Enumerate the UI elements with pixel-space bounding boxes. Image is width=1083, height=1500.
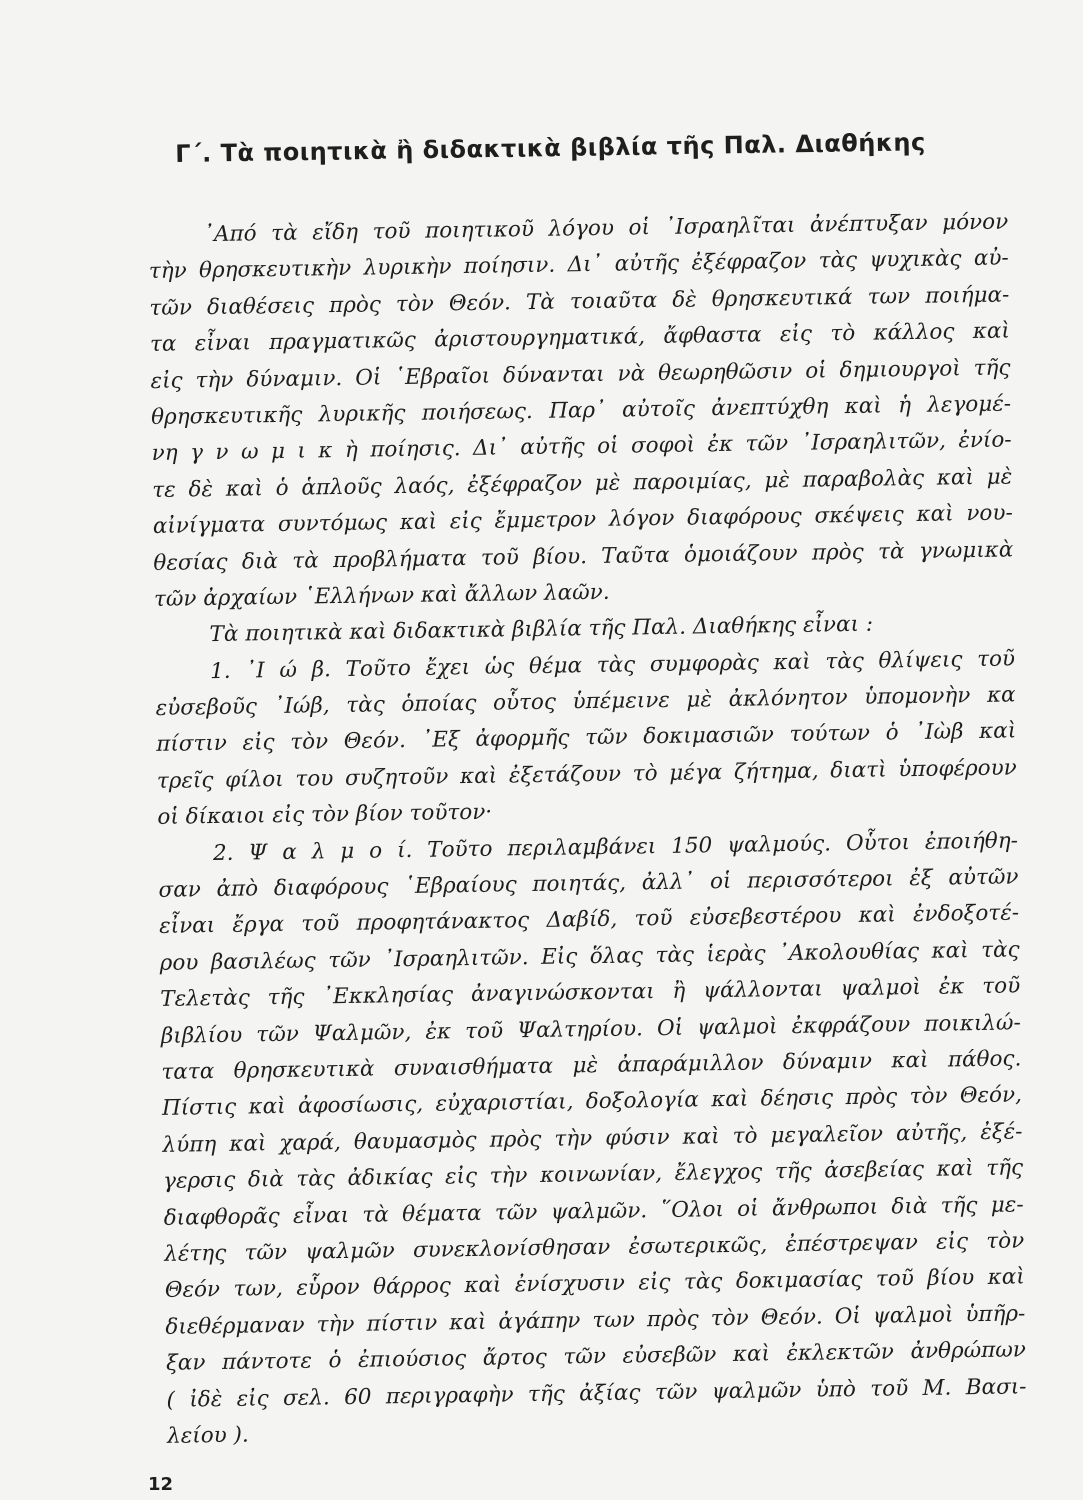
text-line: Θεόν των, εὗρον θάρρος καὶ ἐνίσχυσιν εἰς τὰς δοκιμασίας τοῦ βίου καὶ — [164, 1264, 1025, 1304]
text-line: πίστιν εἰς τὸν Θεόν. ᾽Εξ ἀφορμῆς τῶν δοκιμασιῶν τούτων ὁ ᾽Ιὼβ καὶ — [156, 718, 1017, 758]
text-line: ρου βασιλέως τῶν ᾽Ισραηλιτῶν. Εἰς ὅλας τὰς ἱερὰς ᾽Ακολουθίας καὶ τὰς — [159, 937, 1020, 976]
text-line: θεσίας διὰ τὰ προβλήματα τοῦ βίου. Ταῦτα ὁμοιάζουν πρὸς τὰ γνωμικὰ — [153, 536, 1014, 576]
text-line: τρεῖς φίλοι του συζητοῦν καὶ ἐξετάζουν τὸ μέγα ζήτημα, διατὶ ὑποφέρουν — [156, 755, 1017, 794]
text-line: εὐσεβοῦς ᾽Ιώβ, τὰς ὁποίας οὗτος ὑπέμεινε μὲ ἀκλόνητον ὑπομονὴν κα — [155, 682, 1016, 722]
text-line: βιβλίου τῶν Ψαλμῶν, ἐκ τοῦ Ψαλτηρίου. Οἱ ψαλμοὶ ἐκφράζουν ποικιλώ- — [160, 1009, 1021, 1049]
text-line: τὴν θρησκευτικὴν λυρικὴν ποίησιν. Δι᾽ αὐτῆς ἐξέφραζον τὰς ψυχικὰς αὐ- — [148, 245, 1009, 285]
page-number: 12 — [148, 1474, 174, 1495]
body-text — [148, 204, 1027, 1455]
text-line: λύπη καὶ χαρά, θαυμασμὸς πρὸς τὴν φύσιν καὶ τὸ μεγαλεῖον αὐτῆς, ἐξέ- — [162, 1119, 1023, 1158]
text-line: διεθέρμαναν τὴν πίστιν καὶ ἀγάπην των πρὸς τὸν Θεόν. Οἱ ψαλμοὶ ὑπῆρ- — [165, 1301, 1026, 1340]
section-heading: Γ΄. Τὰ ποιητικὰ ἢ διδακτικὰ βιβλία τῆς Παλ. Διαθήκης — [175, 128, 926, 168]
text-line: οἱ δίκαιοι εἰς τὸν βίον τοῦτον· — [157, 799, 493, 831]
text-line: τατα θρησκευτικὰ συναισθήματα μὲ ἀπαράμιλλον δύναμιν καὶ πάθος. — [161, 1046, 1022, 1085]
text-line: γερσις διὰ τὰς ἀδικίας εἰς τὴν κοινωνίαν, ἔλεγχος τῆς ἀσεβείας καὶ τῆς — [162, 1155, 1024, 1195]
text-line: Τὰ ποιητικὰ καὶ διδακτικὰ βιβλία τῆς Παλ. Διαθήκης εἶναι : — [209, 611, 874, 648]
text-line: νη γ ν ω μ ι κ ὴ ποίησις. Δι᾽ αὐτῆς οἱ σοφοὶ ἐκ τῶν ᾽Ισραηλιτῶν, ἐνίο- — [151, 427, 1012, 467]
text-line: τα εἶναι πραγματικῶς ἀριστουργηματικά, ἄφθαστα εἰς τὸ κάλλος καὶ — [149, 318, 1011, 358]
text-line: ᾽Από τὰ εἴδη τοῦ ποιητικοῦ λόγου οἱ ᾽Ισραηλῖται ἀνέπτυξαν μόνον — [203, 209, 1009, 248]
text-line: τῶν ἀρχαίων ῾Ελλήνων καὶ ἄλλων λαῶν. — [153, 579, 610, 612]
text-line: τε δὲ καὶ ὁ ἁπλοῦς λαός, ἐξέφραζον μὲ παροιμίας, μὲ παραβολὰς καὶ μὲ — [152, 464, 1013, 503]
text-line: εἶναι ἔργα τοῦ προφητάνακτος Δαβίδ, τοῦ εὐσεβεστέρου καὶ ἐνδοξοτέ- — [158, 900, 1020, 940]
text-line: Τελετὰς τῆς ᾽Εκκλησίας ἀναγινώσκονται ἢ ψάλλονται ψαλμοὶ ἐκ τοῦ — [160, 973, 1021, 1013]
text-line: ξαν πάντοτε ὁ ἐπιούσιος ἄρτος τῶν εὐσεβῶν καὶ ἐκλεκτῶν ἀνθρώπων — [165, 1337, 1027, 1376]
text-line: διαφθορᾶς εἶναι τὰ θέματα τῶν ψαλμῶν. ῞Ολοι οἱ ἄνθρωποι διὰ τῆς με- — [163, 1191, 1024, 1231]
text-line: λέτης τῶν ψαλμῶν συνεκλονίσθησαν ἐσωτερικῶς, ἐπέστρεψαν εἰς τὸν — [164, 1228, 1025, 1267]
text-line: αἰνίγματα συντόμως καὶ εἰς ἔμμετρον λόγον διαφόρους σκέψεις καὶ νου- — [152, 500, 1013, 540]
text-line: σαν ἀπὸ διαφόρους ῾Εβραίους ποιητάς, ἀλλ᾽ οἱ περισσότεροι ἐξ αὐτῶν — [158, 864, 1019, 903]
text-line: τῶν διαθέσεις πρὸς τὸν Θεόν. Τὰ τοιαῦτα δὲ θρησκευτικά των ποιήμα- — [149, 282, 1010, 321]
text-line: 2. Ψ α λ μ ο ί. Τοῦτο περιλαμβάνει 150 ψαλμούς. Οὗτοι ἐποιήθη- — [212, 828, 1019, 866]
text-line: θρησκευτικῆς λυρικῆς ποιήσεως. Παρ᾽ αὐτοῖς ἀνεπτύχθη καὶ ἡ λεγομέ- — [150, 391, 1012, 430]
text-line: ( ἰδὲ εἰς σελ. 60 περιγραφὴν τῆς ἀξίας τῶν ψαλμῶν ὑπὸ τοῦ Μ. Βασι- — [166, 1373, 1027, 1413]
text-line: Πίστις καὶ ἀφοσίωσις, εὐχαριστίαι, δοξολογία καὶ δέησις πρὸς τὸν Θεόν, — [161, 1082, 1023, 1122]
text-line: 1. ᾽Ι ώ β. Τοῦτο ἔχει ὡς θέμα τὰς συμφορὰς καὶ τὰς θλίψεις τοῦ — [209, 646, 1016, 684]
text-line: εἰς τὴν δύναμιν. Οἱ ῾Εβραῖοι δύνανται νὰ θεωρηθῶσιν οἱ δημιουργοὶ τῆς — [150, 355, 1011, 394]
text-line: λείου ). — [166, 1422, 249, 1449]
